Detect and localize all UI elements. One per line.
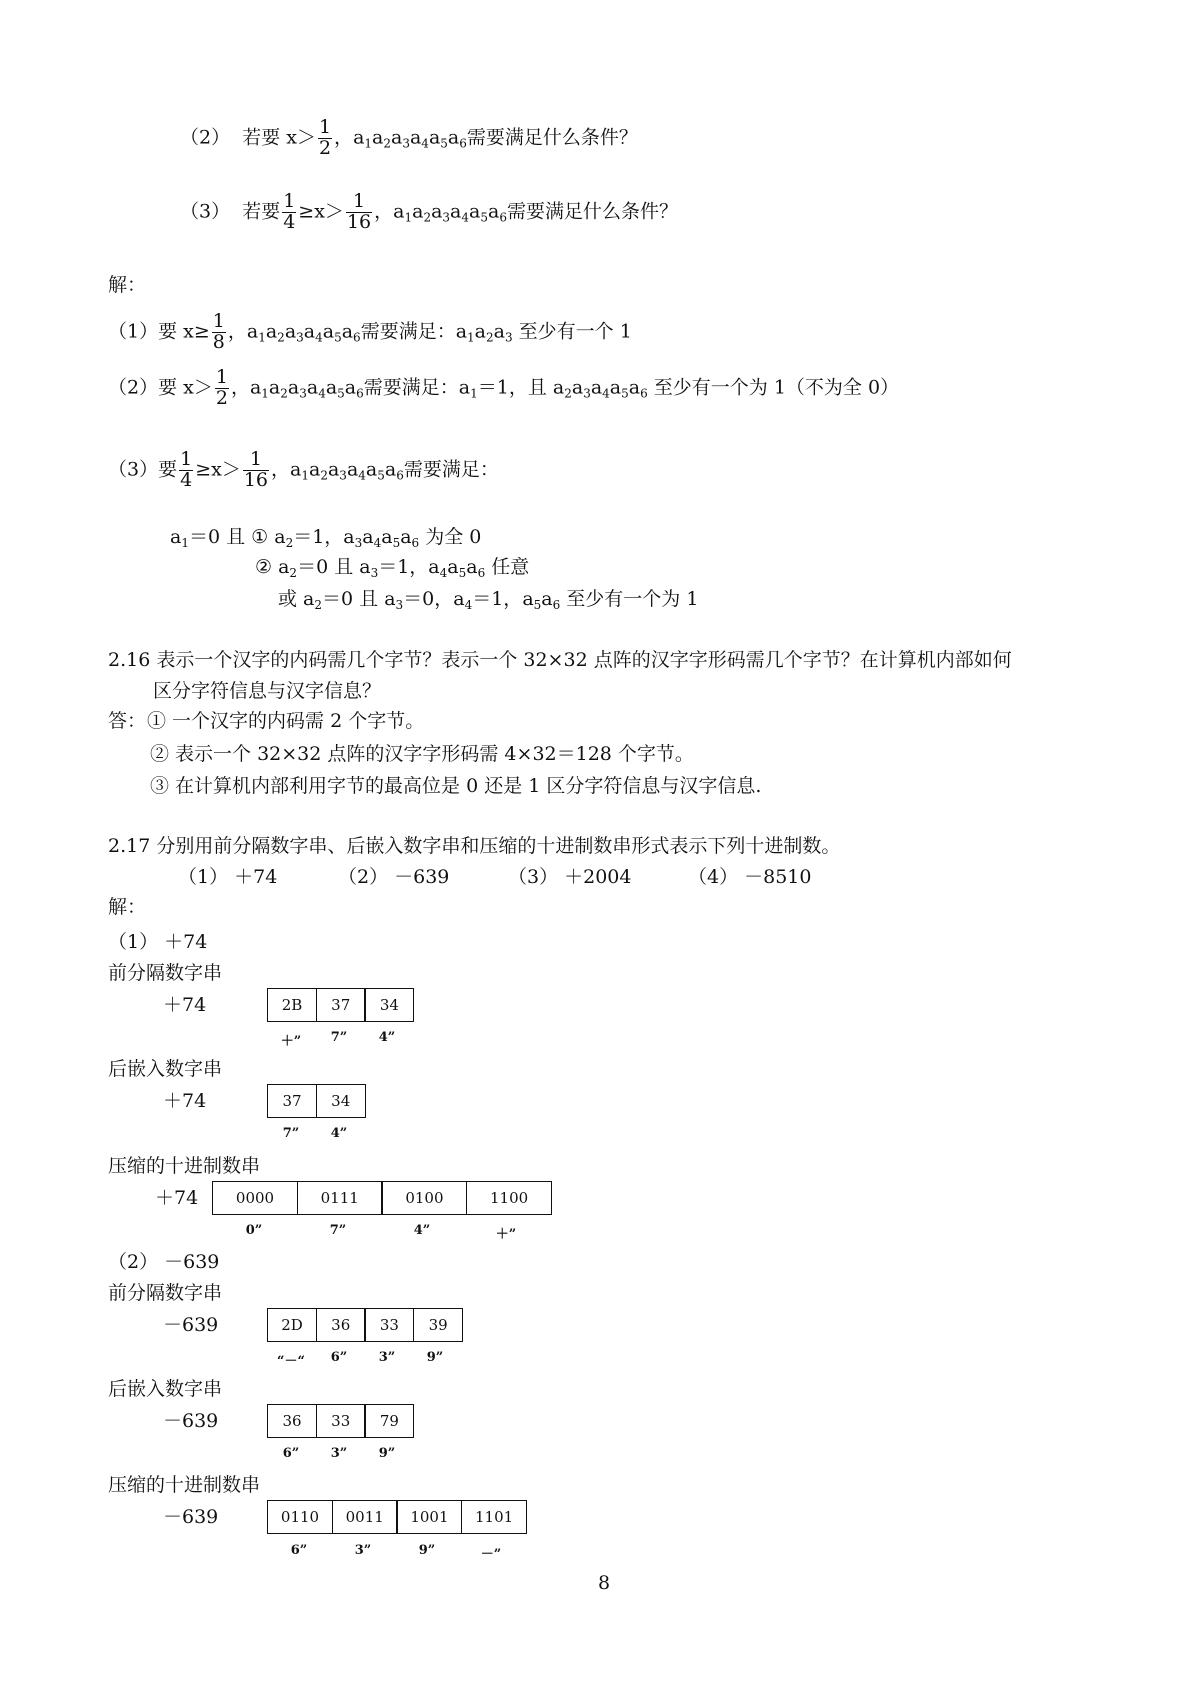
value-minus639: －639 [163, 1506, 219, 1528]
nibble-cell: 1100 [466, 1181, 552, 1215]
byte-caption: 9” [378, 1446, 396, 1461]
item-1: （1） ＋74 [178, 866, 278, 888]
value-minus639: －639 [163, 1410, 219, 1432]
fraction: $\frac{1}{16}$ [243, 448, 269, 491]
fraction: $\frac{1}{8}$ [212, 310, 225, 353]
nibble-captions [212, 1223, 548, 1242]
byte-caption: 7” [282, 1126, 300, 1141]
answer-1: ① 一个汉字的内码需 2 个字节。 [147, 710, 425, 732]
question-2: （2） 若要 x＞ $\frac{1}{2}$ ，$a_1a_2a_3a_4a_5a_6$需要满足什么条件？ [180, 116, 638, 159]
nibble-caption: 0” [245, 1223, 263, 1238]
byte-cell: 36 [267, 1404, 317, 1438]
byte-cell: 36 [316, 1308, 366, 1342]
separate-string-label: 前分隔数字串 [108, 962, 223, 984]
byte-caption: 7” [330, 1030, 348, 1045]
fraction: $\frac{1}{4}$ [180, 448, 193, 491]
byte-cell: 39 [413, 1308, 463, 1342]
answer-label: 答： [108, 710, 147, 732]
packed-decimal-box [267, 1500, 527, 1534]
nibble-caption: 4” [413, 1223, 431, 1238]
byte-captions [267, 1350, 459, 1369]
byte-caption: ＋” [280, 1034, 302, 1049]
part-2-heading: （2） －639 [108, 1251, 220, 1273]
nibble-caption: 9” [418, 1543, 436, 1558]
byte-caption: 6” [282, 1446, 300, 1461]
question-2-16-line2: 区分字符信息与汉字信息？ [153, 680, 382, 702]
byte-caption: 3” [330, 1446, 348, 1461]
item-4: （4） －8510 [688, 866, 812, 888]
packed-decimal-label: 压缩的十进制数串 [108, 1474, 261, 1496]
item-2: （2） －639 [338, 866, 450, 888]
byte-caption: 4” [330, 1126, 348, 1141]
condition-2: ② $a_2=0$ 且 $a_3=1$，$a_4a_5a_6$ 任意 [255, 556, 530, 580]
embedded-string-box [267, 1404, 414, 1438]
nibble-cell: 1001 [396, 1500, 462, 1534]
embedded-string-label: 后嵌入数字串 [108, 1058, 223, 1080]
answer-2: ② 表示一个 32×32 点阵的汉字字形码需 4×32＝128 个字节。 [150, 743, 694, 765]
byte-captions [267, 1126, 363, 1141]
separate-string-box [267, 1308, 463, 1342]
page-number: 8 [598, 1572, 611, 1594]
nibble-cell: 1101 [461, 1500, 527, 1534]
question-2-17: 2.17 分别用前分隔数字串、后嵌入数字串和压缩的十进制数串形式表示下列十进制数。 [108, 835, 841, 857]
byte-cell: 34 [316, 1084, 366, 1118]
separate-string-box [267, 988, 414, 1022]
byte-cell: 33 [364, 1308, 414, 1342]
item-3: （3） ＋2004 [508, 866, 632, 888]
condition-1: $a_1=0$ 且 ① $a_2=1$，$a_3a_4a_5a_6$ 为全 0 [170, 526, 482, 550]
solution-label: 解： [108, 274, 147, 296]
byte-caption: 9” [426, 1350, 444, 1365]
answer-3: ③ 在计算机内部利用字节的最高位是 0 还是 1 区分字符信息与汉字信息. [150, 775, 762, 797]
fraction: $\frac{1}{16}$ [346, 190, 372, 233]
fraction: $\frac{1}{4}$ [283, 190, 296, 233]
nibble-cell: 0000 [212, 1181, 298, 1215]
value-minus639: －639 [163, 1314, 219, 1336]
byte-caption: 4” [378, 1030, 396, 1045]
nibble-cell: 0100 [381, 1181, 467, 1215]
nibble-captions [267, 1543, 523, 1562]
value-plus74: ＋74 [155, 1187, 199, 1209]
packed-decimal-label: 压缩的十进制数串 [108, 1155, 261, 1177]
nibble-cell: 0110 [267, 1500, 333, 1534]
part-1-heading: （1） ＋74 [108, 931, 208, 953]
fraction: $\frac{1}{2}$ [318, 116, 332, 159]
packed-decimal-box [212, 1181, 552, 1215]
byte-captions [267, 1446, 411, 1461]
nibble-caption: ＋” [495, 1227, 517, 1242]
fraction: $\frac{1}{2}$ [215, 366, 228, 409]
value-plus74: ＋74 [163, 994, 207, 1016]
solution-label: 解： [108, 896, 147, 918]
solution-line-3: （3）要 $\frac{1}{4}$ ≥x＞ $\frac{1}{16}$ ，$a_1a_2a_3a_4a_5a_6$需要满足： [108, 448, 499, 491]
byte-cell: 33 [316, 1404, 366, 1438]
solution-line-1: （1）要 x≥ $\frac{1}{8}$ ，$a_1a_2a_3a_4a_5a_6$需要满足：$a_1a_2a_3$ 至少有一个 1 [108, 310, 632, 353]
embedded-string-label: 后嵌入数字串 [108, 1378, 223, 1400]
nibble-cell: 0111 [297, 1181, 383, 1215]
question-3: （3） 若要 $\frac{1}{4}$ ≥x＞ $\frac{1}{16}$ ，$a_1a_2a_3a_4a_5a_6$需要满足什么条件？ [180, 190, 678, 233]
condition-3: 或 $a_2=0$ 且 $a_3=0$，$a_4=1$，$a_5a_6$ 至少有一个为 1 [278, 588, 699, 612]
question-2-16-line1: 2.16 表示一个汉字的内码需几个字节？表示一个 32×32 点阵的汉字字形码需几个字节？在计算机内部如何 [108, 649, 1012, 671]
byte-cell: 34 [364, 988, 414, 1022]
nibble-caption: 3” [354, 1543, 372, 1558]
nibble-cell: 0011 [332, 1500, 398, 1534]
value-plus74: ＋74 [163, 1090, 207, 1112]
nibble-caption: －” [480, 1547, 502, 1562]
nibble-caption: 6” [290, 1543, 308, 1558]
byte-cell: 2B [267, 988, 317, 1022]
byte-cell: 2D [267, 1308, 317, 1342]
embedded-string-box [267, 1084, 366, 1118]
byte-caption: 3” [378, 1350, 396, 1365]
byte-cell: 37 [267, 1084, 317, 1118]
byte-caption: 6” [330, 1350, 348, 1365]
byte-cell: 37 [316, 988, 366, 1022]
byte-caption: “－“ [277, 1354, 305, 1369]
byte-captions [267, 1030, 411, 1049]
nibble-caption: 7” [329, 1223, 347, 1238]
solution-line-2: （2）要 x＞ $\frac{1}{2}$ ，$a_1a_2a_3a_4a_5a_6$需要满足：$a_1=1$，且 $a_2a_3a_4a_5a_6$ 至少有一个为 1（不为全 0） [108, 366, 900, 409]
separate-string-label: 前分隔数字串 [108, 1282, 223, 1304]
byte-cell: 79 [364, 1404, 414, 1438]
